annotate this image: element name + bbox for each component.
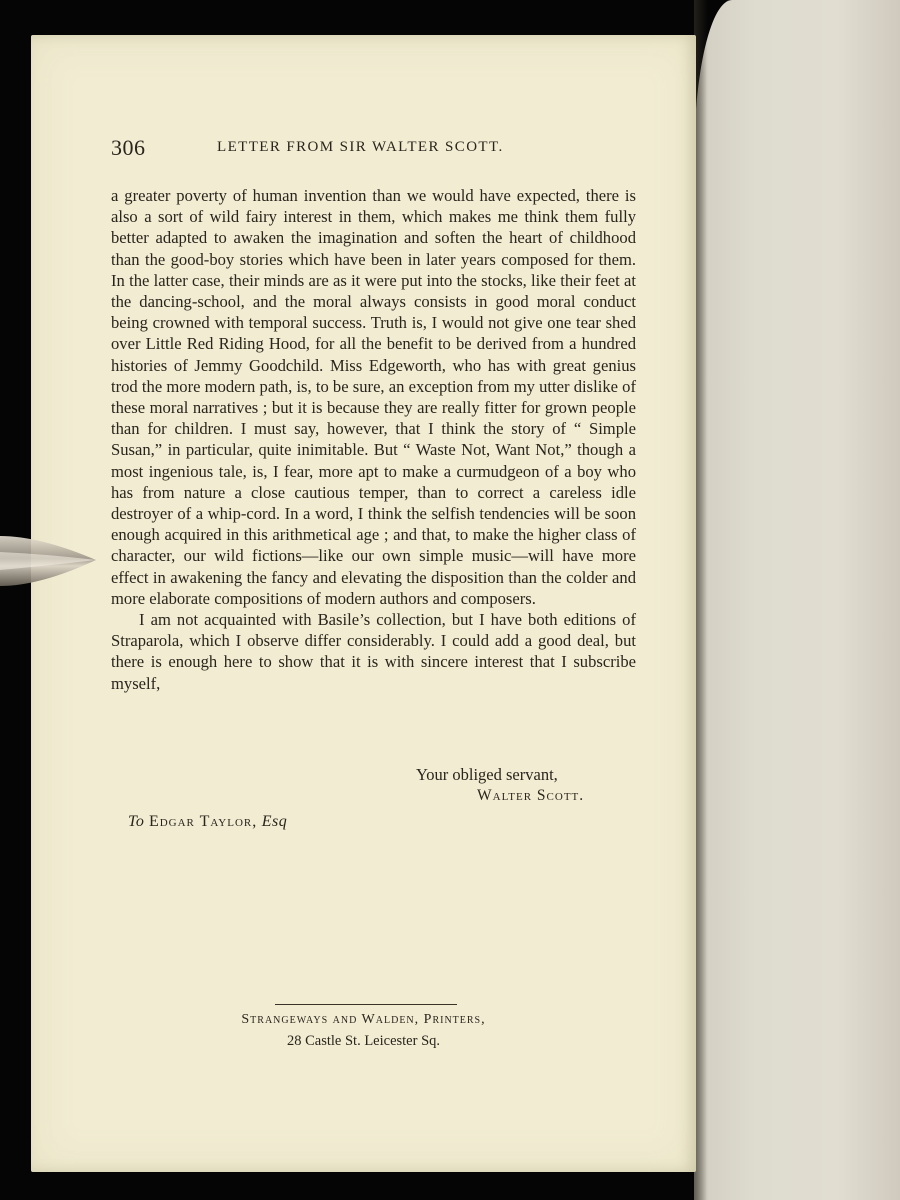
page-header bbox=[111, 135, 611, 165]
addressee-to: To bbox=[128, 813, 145, 830]
facing-page bbox=[694, 0, 900, 1200]
running-title: LETTER FROM SIR WALTER SCOTT. bbox=[217, 139, 504, 155]
printer-address: 28 Castle St. Leicester Sq. bbox=[286, 1033, 441, 1049]
page-number: 306 bbox=[111, 135, 146, 160]
letter-body bbox=[111, 185, 636, 694]
colophon-rule bbox=[275, 1004, 457, 1005]
gutter-shadow bbox=[694, 0, 708, 1200]
paragraph-1: a greater poverty of human invention than we would have expected, there is also a sort of wild fairy interest in them, which makes me think them fully better adapted to awaken the imagination and soften the heart of childhood than the good-boy stories which have been in later years composed for them. In the latter case, their minds are as it were put into the stocks, like their feet at the dancing-school, and the moral always consists in good moral conduct being crowned with temporal success. Truth is, I would not give one tear shed over Little Red Riding Hood, for all the benefit to be derived from a hundred histories of Jemmy Goodchild. Miss Edgeworth, who has with great genius trod the more modern path, is, to be sure, an exception from my utter dislike of these moral narratives ; but it is because they are really fitter for grown people than for children. I must say, however, that I think the story of “ Simple Susan,” in particular, quite inimitable. But “ Waste Not, Want Not,” though a most ingenious tale, is, I fear, more apt to make a curmudgeon of a boy who has from nature a close cautious temper, than to correct a careless idle destroyer of a whip-cord. In a word, I think the selfish tendencies will be soon enough acquired in this arithmetical age ; and that, to make the higher class of character, our wild fictions—like our own simple music—will have more effect in awakening the fancy and elevating the disposition than the colder and more elaborate compositions of modern authors and composers. bbox=[111, 186, 636, 608]
addressee bbox=[128, 813, 287, 831]
paragraph-2: I am not acquainted with Basile’s collection, but I have both editions of Straparola, which I observe differ considerably. I could add a good deal, but there is enough here to show that it is with sincere interest that I subscribe myself, bbox=[111, 610, 636, 693]
printer-name: Strangeways and Walden, Printers, bbox=[241, 1012, 486, 1027]
closing-line: Your obliged servant, bbox=[416, 765, 558, 784]
addressee-name: Edgar Taylor, bbox=[148, 813, 258, 830]
book-page bbox=[31, 35, 696, 1172]
addressee-title: Esq bbox=[261, 813, 288, 830]
signature: Walter Scott. bbox=[477, 787, 585, 804]
bookmark-pointer-icon bbox=[0, 530, 98, 592]
